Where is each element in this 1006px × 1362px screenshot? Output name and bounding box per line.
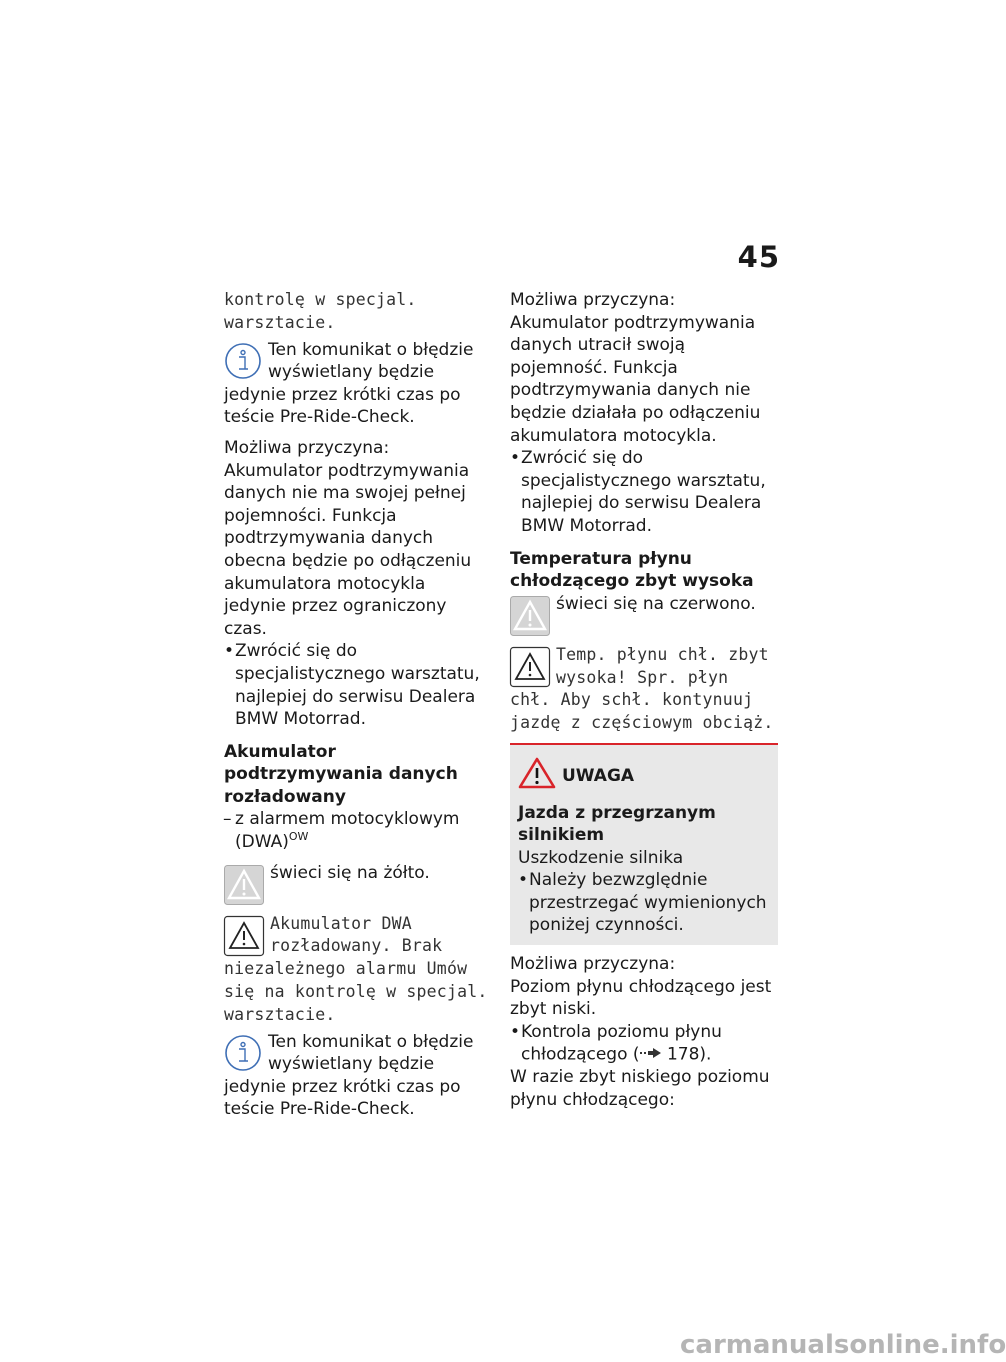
- warning-bullet: • Należy bezwzględnie przestrzegać wymienionych poniżej czynności.: [518, 869, 770, 937]
- info-icon: [224, 1034, 262, 1072]
- info-note: [224, 339, 492, 429]
- section-heading: Temperatura płynu chłodzącego zbyt wysoka: [510, 548, 754, 592]
- page-reference[interactable]: 178: [666, 1044, 700, 1065]
- watermark: carmanualsonline.info: [680, 1330, 1006, 1360]
- warning-title-text: UWAGA: [562, 765, 635, 786]
- warning-title: [518, 757, 770, 796]
- cause-text: Akumulator podtrzymywania danych utracił swoją pojemność. Funkcja podtrzymywania danych nie będzie działała po odłączeniu akumulatora motocykla.: [510, 312, 761, 446]
- bullet-text-end: ).: [699, 1044, 712, 1065]
- left-column: [224, 289, 492, 1121]
- cause-label: Możliwa przyczyna:: [224, 437, 390, 458]
- right-column: [510, 289, 778, 1112]
- section-heading: Akumulator podtrzymywania danych rozładowany: [224, 741, 458, 807]
- warning-triangle-yellow-icon: [224, 865, 264, 905]
- info-note-text: Ten komunikat o błędzie wyświetlany będzie jedynie przez krótki czas po teście Pre-Ride-Check.: [224, 1031, 474, 1120]
- display-message-text: Akumulator DWA rozładowany. Brak niezależnego alarmu Umów się na kontrolę w specjal. warsztacie.: [224, 913, 488, 1024]
- yellow-indicator-note: [224, 862, 492, 905]
- warning-box: [510, 743, 778, 945]
- bullet-item: • Zwrócić się do specjalistycznego warsztatu, najlepiej do serwisu Dealera BMW Motorrad.: [224, 640, 492, 730]
- info-note: [224, 1031, 492, 1121]
- cause-label: Możliwa przyczyna:: [510, 954, 676, 975]
- display-message-text: kontrolę w specjal. warsztacie.: [224, 290, 417, 332]
- option-superscript: OW: [288, 830, 309, 844]
- indicator-text: świeci się na żółto.: [270, 862, 430, 883]
- warning-triangle-display-icon: [510, 647, 550, 687]
- display-message: [510, 644, 778, 735]
- bullet-item: [510, 1021, 778, 1066]
- info-icon: [224, 342, 262, 380]
- info-note-text: Ten komunikat o błędzie wyświetlany będzie jedynie przez krótki czas po teście Pre-Ride-Check.: [224, 339, 474, 428]
- page-reference-arrow-icon[interactable]: [640, 1043, 662, 1066]
- closing-text: W razie zbyt niskiego poziomu płynu chłodzącego:: [510, 1067, 770, 1110]
- dash-item-text: z alarmem motocyklowym (DWA): [235, 809, 460, 853]
- cause-label: Możliwa przyczyna:: [510, 290, 676, 310]
- bullet-text: Kontrola poziomu płynu chłodzącego (: [521, 1021, 722, 1065]
- caution-triangle-icon: [518, 757, 556, 796]
- warning-text: Uszkodzenie silnika: [518, 847, 684, 868]
- cause-text: Akumulator podtrzymywania danych nie ma swojej pełnej pojemności. Funkcja podtrzymywania danych obecna będzie po odłączeniu akumulatora motocykla jedynie przez ograniczony czas.: [224, 460, 472, 639]
- display-message: [224, 913, 492, 1027]
- warning-subtitle: Jazda z przegrzanym silnikiem: [518, 802, 716, 846]
- red-indicator-note: [510, 593, 778, 636]
- cause-text: Poziom płynu chłodzącego jest zbyt niski.: [510, 976, 772, 1020]
- warning-triangle-red-icon: [510, 596, 550, 636]
- bullet-item: • Zwrócić się do specjalistycznego warsztatu, najlepiej do serwisu Dealera BMW Motorrad.: [510, 447, 778, 537]
- dash-item: [224, 808, 492, 853]
- warning-triangle-display-icon: [224, 916, 264, 956]
- indicator-text: świeci się na czerwono.: [556, 593, 756, 614]
- page-number: 45: [737, 240, 780, 274]
- display-message-text: Temp. płynu chł. zbyt wysoka! Spr. płyn chł. Aby schł. kontynuuj jazdę z częściowym obciąż.: [510, 644, 774, 733]
